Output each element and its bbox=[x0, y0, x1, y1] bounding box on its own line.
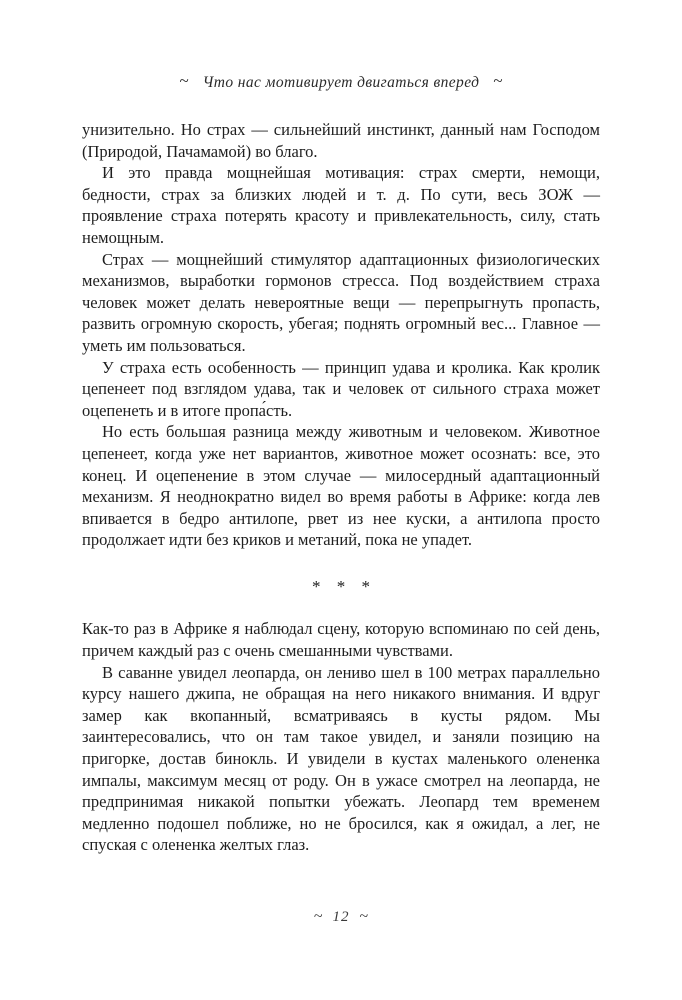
footer-tilde-right: ~ bbox=[359, 908, 369, 925]
paragraph: И это правда мощнейшая мотивация: страх смерти, немощи, бедности, страх за близких людей и т. д. По сути, весь ЗОЖ — проявление страха потерять красоту и привлекательность, силу, стать немощным. bbox=[82, 163, 600, 247]
running-header bbox=[0, 0, 682, 93]
chapter-title: Что нас мотивирует двигаться вперед bbox=[202, 74, 480, 91]
page-body bbox=[82, 119, 600, 856]
header-tilde-right: ~ bbox=[493, 71, 503, 90]
paragraph: Но есть большая разница между животным и человеком. Животное цепенеет, когда уже нет вариантов, животное может осознать: все, это конец. И оцепенение в этом случае — милосердный адаптационный механизм. Я неоднократно видел во время работы в Африке: когда лев впивается в бедро антилопе, рвет из нее куски, а антилопа просто продолжает идти без криков и метаний, пока не упадет. bbox=[82, 422, 600, 550]
page-footer bbox=[0, 908, 682, 926]
paragraph: унизительно. Но страх — сильнейший инстинкт, данный нам Господом (Природой, Пачамамой) во благо. bbox=[82, 120, 600, 161]
section-separator: * * * bbox=[312, 576, 376, 596]
paragraph: У страха есть особенность — принцип удава и кролика. Как кролик цепенеет под взглядом удава, так и человек от сильного страха может оцепенеть и в итоге пропа́сть. bbox=[82, 357, 600, 420]
paragraph: Страх — мощнейший стимулятор адаптационных физиологических механизмов, выработки гормонов стресса. Под воздействием страха человек может делать невероятные вещи — перепрыгнуть пропасть, развить огромную скорость, убегая; поднять огромный вес... Главное — уметь им пользоваться. bbox=[82, 249, 600, 355]
header-tilde-left: ~ bbox=[179, 71, 189, 90]
paragraph: Как-то раз в Африке я наблюдал сцену, которую вспоминаю по сей день, причем каждый раз с очень смешанными чувствами. bbox=[82, 619, 600, 661]
paragraph: В саванне увидел леопарда, он лениво шел в 100 метрах параллельно курсу нашего джипа, не обращая на него никакого внимания. И вдруг замер как вкопанный, всматриваясь в кусты рядом. Мы заинтересовались, что он там такое увидел, и заняли позицию на пригорке, достав бинокль. И увидели в кустах маленького олененка импалы, максимум месяц от роду. Он в ужасе смотрел на леопарда, не предпринимая никакой попытки убежать. Леопард тем временем медленно подошел поближе, но не бросился, как я ожидал, а лег, не спуская с олененка желтых глаз. bbox=[82, 662, 600, 855]
page-number: 12 bbox=[332, 909, 350, 925]
footer-tilde-left: ~ bbox=[313, 908, 323, 925]
